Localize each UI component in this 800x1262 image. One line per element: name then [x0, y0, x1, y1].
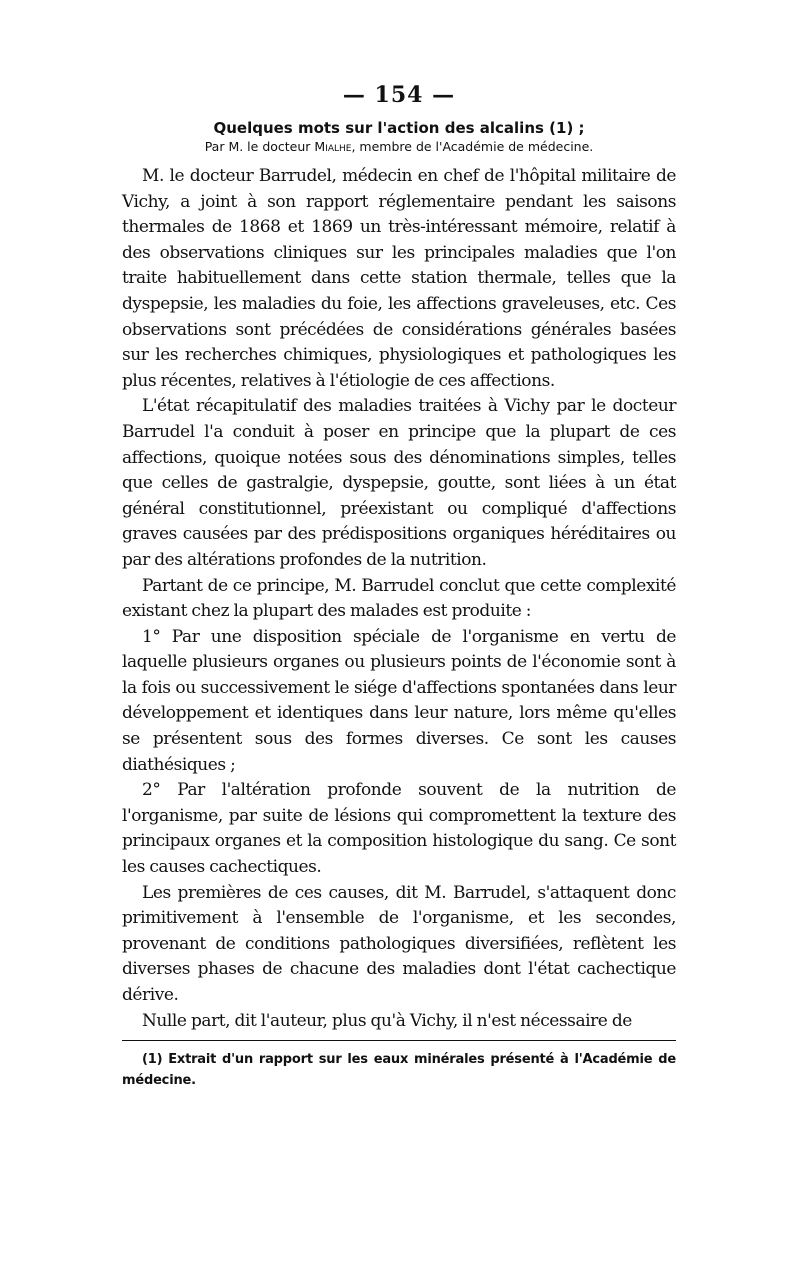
- paragraph-4: 1° Par une disposition spéciale de l'organisme en vertu de laquelle plusieurs organes ou plusieurs points de l'économie sont à la fois ou successivement le siége d'affections spontanées dans leur développement et identiques dans leur nature, lors même qu'elles se présentent sous des formes diverses. Ce sont les causes diathésiques ;: [122, 626, 676, 775]
- article-title: Quelques mots sur l'action des alcalins (1) ;: [213, 119, 585, 137]
- byline-prefix: Par M. le docteur: [204, 139, 315, 154]
- article-byline: [122, 138, 676, 156]
- paragraph-2: L'état récapitulatif des maladies traitées à Vichy par le docteur Barrudel l'a conduit à poser en principe que la plupart de ces affections, quoique notées sous des dénominations simples, telles que celles de gastralgie, dyspepsie, goutte, sont liées à un état général constitutionnel, préexistant ou compliqué d'affections graves causées par des prédispositions organiques héréditaires ou par des altérations profondes de la nutrition.: [122, 396, 676, 570]
- paragraph-5: 2° Par l'altération profonde souvent de la nutrition de l'organisme, par suite de lésions qui compromettent la texture des principaux organes et la composition histologique du sang. Ce sont les causes cachectiques.: [122, 780, 676, 878]
- paragraph-1: M. le docteur Barrudel, médecin en chef de l'hôpital militaire de Vichy, a joint à son rapport réglementaire pendant les saisons thermales de 1868 et 1869 un très-intéressant mémoire, relatif à des observations cliniques sur les principales maladies que l'on traite habituellement dans cette station thermale, telles que la dyspepsie, les maladies du foie, les affections graveleuses, etc. Ces observations sont précédées de considérations générales basées sur les recherches chimiques, physiologiques et pathologiques les plus récentes, relatives à l'étiologie de ces affections.: [122, 166, 676, 391]
- paragraph-7: Nulle part, dit l'auteur, plus qu'à Vichy, il n'est nécessaire de: [142, 1010, 632, 1031]
- byline-author: Mialhe: [314, 139, 352, 154]
- page-number: — 154 —: [342, 82, 456, 108]
- book-page: [122, 82, 676, 1091]
- article-body: [122, 164, 676, 1034]
- footnote-divider: [122, 1040, 676, 1041]
- paragraph-3: Partant de ce principe, M. Barrudel conclut que cette complexité existant chez la plupart des malades est produite :: [122, 575, 676, 622]
- footnote: (1) Extrait d'un rapport sur les eaux minérales présenté à l'Académie de médecine.: [122, 1052, 676, 1089]
- byline-suffix: , membre de l'Académie de médecine.: [351, 139, 594, 154]
- paragraph-6: Les premières de ces causes, dit M. Barrudel, s'attaquent donc primitivement à l'ensemble de l'organisme, et les secondes, provenant de conditions pathologiques diversifiées, reflètent les diverses phases de chacune des maladies dont l'état cachectique dérive.: [122, 882, 676, 1005]
